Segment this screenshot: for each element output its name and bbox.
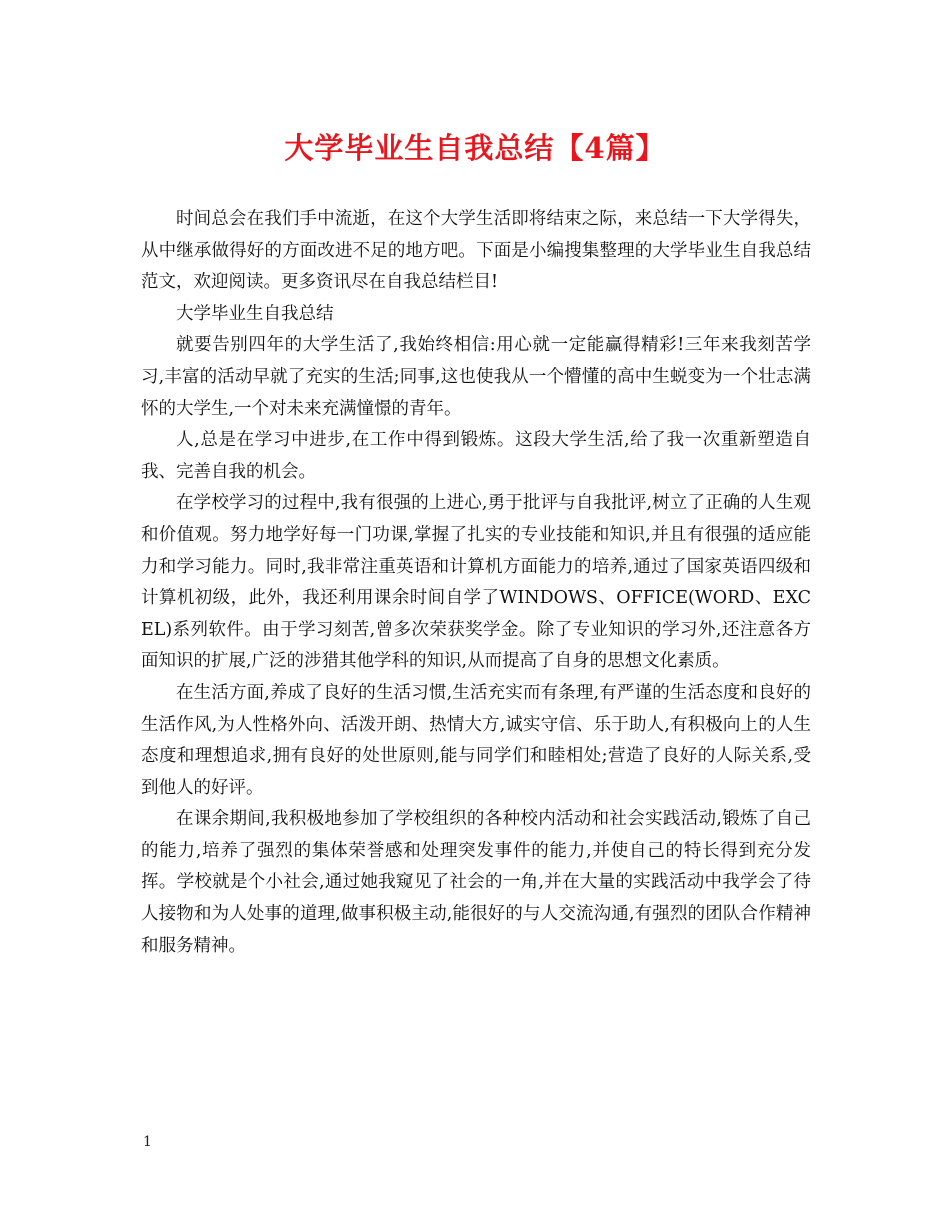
- page-number: 1: [143, 1134, 152, 1150]
- intro-paragraph: 时间总会在我们手中流逝，在这个大学生活即将结束之际，来总结一下大学得失，从中继承做得好的方面改进不足的地方吧。下面是小编搜集整理的大学毕业生自我总结范文，欢迎阅读。更多资讯尽在自我总结栏目!: [141, 209, 811, 293]
- paragraph-activities: 在课余期间,我积极地参加了学校组织的各种校内活动和社会实践活动,锻炼了自己的能力,培养了强烈的集体荣誉感和处理突发事件的能力,并使自己的特长得到充分发挥。学校就是个小社会,通过她我窥见了社会的一角,并在大量的实践活动中我学会了待人接物和为人处事的道理,做事积极主动,能很好的与人交流沟通,有强烈的团队合作精神和服务精神。: [141, 809, 811, 956]
- document-body: [141, 204, 811, 962]
- paragraph-progress: 人,总是在学习中进步,在工作中得到锻炼。这段大学生活,给了我一次重新塑造自我、完善自我的机会。: [141, 430, 811, 482]
- paragraph-study: 在学校学习的过程中,我有很强的上进心,勇于批评与自我批评,树立了正确的人生观和价值观。努力地学好每一门功课,掌握了扎实的专业技能和知识,并且有很强的适应能力和学习能力。同时,我非常注重英语和计算机方面能力的培养,通过了国家英语四级和计算机初级，此外，我还利用课余时间自学了WINDOWS、OFFICE(WORD、EXCEL)系列软件。由于学习刻苦,曾多次荣获奖学金。除了专业知识的学习外,还注意各方面知识的扩展,广泛的涉猎其他学科的知识,从而提高了自身的思想文化素质。: [141, 493, 811, 672]
- paragraph-farewell: 就要告别四年的大学生活了,我始终相信:用心就一定能赢得精彩!三年来我刻苦学习,丰富的活动早就了充实的生活;同事,这也使我从一个懵懂的高中生蜕变为一个壮志满怀的大学生,一个对未来充满憧憬的青年。: [141, 335, 811, 419]
- paragraph-life: 在生活方面,养成了良好的生活习惯,生活充实而有条理,有严谨的生活态度和良好的生活作风,为人性格外向、活泼开朗、热情大方,诚实守信、乐于助人,有积极向上的人生态度和理想追求,拥有良好的处世原则,能与同学们和睦相处;营造了良好的人际关系,受到他人的好评。: [141, 682, 811, 798]
- section-heading: 大学毕业生自我总结: [176, 303, 334, 324]
- document-title: 大学毕业生自我总结【4篇】: [284, 131, 666, 165]
